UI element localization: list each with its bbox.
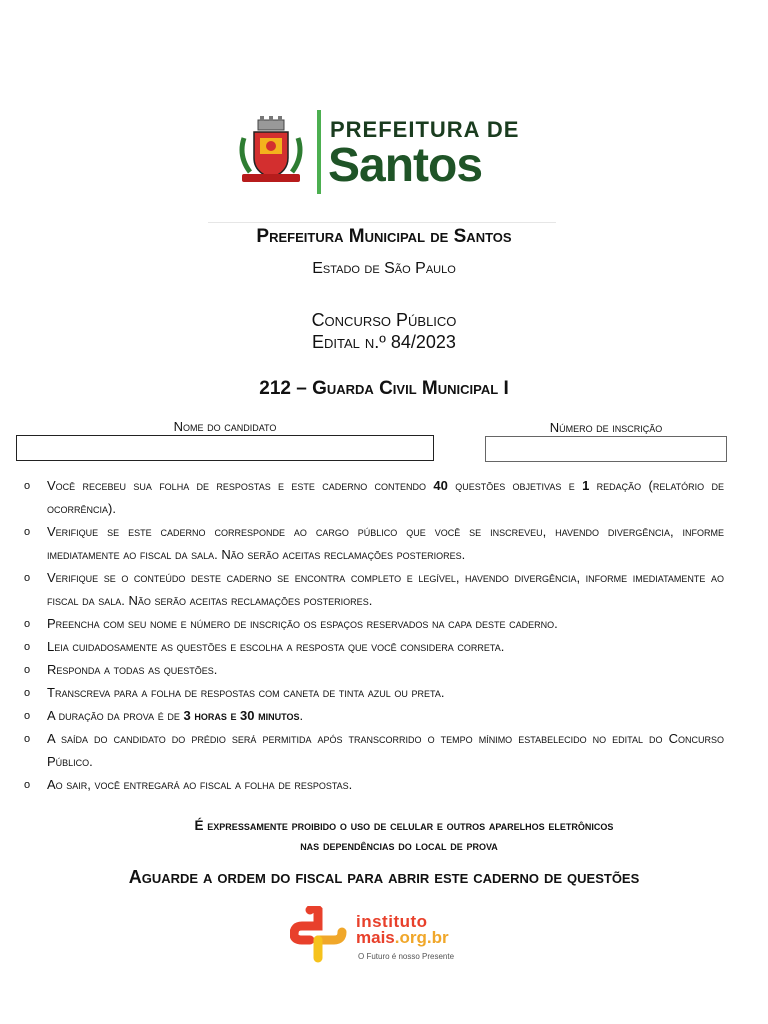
list-item: o Responda a todas as questões. [24, 658, 724, 681]
coat-of-arms-icon [236, 116, 306, 186]
contest-title: Concurso Público [311, 310, 457, 330]
logo-prefeitura-text: PREFEITURA DE [330, 117, 520, 142]
candidate-name-label: Nome do candidato [173, 419, 277, 434]
wait-instruction: Aguarde a ordem do fiscal para abrir este caderno de questões [128, 867, 640, 887]
list-item: o Leia cuidadosamente as questões e escolha a resposta que você considera correta. [24, 635, 724, 658]
bullet-icon: o [24, 664, 31, 676]
plus-logo-icon [290, 906, 350, 964]
prefeitura-logo [208, 84, 556, 223]
candidate-name-field[interactable] [16, 435, 434, 461]
page-title: Prefeitura Municipal de Santos [256, 226, 512, 247]
position-title: 212 – Guarda Civil Municipal I [259, 378, 509, 399]
instructions-list [24, 474, 724, 796]
list-item: o A duração da prova é de 3 horas e 30 minutos. [24, 704, 724, 727]
list-item: o Preencha com seu nome e número de inscrição os espaços reservados na capa deste caderno. [24, 612, 724, 635]
list-item: o Transcreva para a folha de respostas com caneta de tinta azul ou preta. [24, 681, 724, 704]
registration-number-field[interactable] [485, 436, 727, 462]
instituto-mais-logo [290, 904, 490, 964]
edital-number: Edital n.º 84/2023 [312, 332, 456, 352]
bullet-icon: o [24, 526, 31, 538]
logo-santos-text: Santos [328, 139, 483, 192]
bullet-icon: o [24, 618, 31, 630]
state-subtitle: Estado de São Paulo [312, 260, 456, 277]
logo-divider [317, 110, 321, 194]
list-item: o Ao sair, você entregará ao fiscal a folha de respostas. [24, 773, 724, 796]
list-item: o Verifique se este caderno corresponde ao cargo público que você se inscreveu, havendo divergência, informe imediatamente ao fiscal da sala. Não serão aceitas reclamações posteriores. [24, 520, 724, 566]
bullet-icon: o [24, 641, 31, 653]
list-item: o Você recebeu sua folha de respostas e este caderno contendo 40 questões objetivas e 1 redação (relatório de ocorrência). [24, 474, 724, 520]
institute-tagline: O Futuro é nosso Presente [358, 952, 455, 961]
bullet-icon: o [24, 480, 31, 492]
bullet-icon: o [24, 687, 31, 699]
bullet-icon: o [24, 572, 31, 584]
institute-domain: mais.org.br [356, 928, 449, 947]
list-item: o Verifique se o conteúdo deste caderno se encontra completo e legível, havendo divergência, informe imediatamente ao fiscal da sala. Não serão aceitas reclamações posteriores. [24, 566, 724, 612]
registration-number-label: Número de inscrição [549, 420, 663, 435]
bullet-icon: o [24, 733, 31, 745]
bullet-icon: o [24, 710, 31, 722]
list-item: o A saída do candidato do prédio será permitida após transcorrido o tempo mínimo estabelecido no edital do Concurso Público. [24, 727, 724, 773]
phone-warning-line2: nas dependências do local de prova [300, 838, 498, 853]
institute-name: instituto [356, 912, 428, 931]
bullet-icon: o [24, 779, 31, 791]
phone-warning-line1: É expressamente proibido o uso de celular e outros aparelhos eletrônicos [194, 818, 614, 833]
